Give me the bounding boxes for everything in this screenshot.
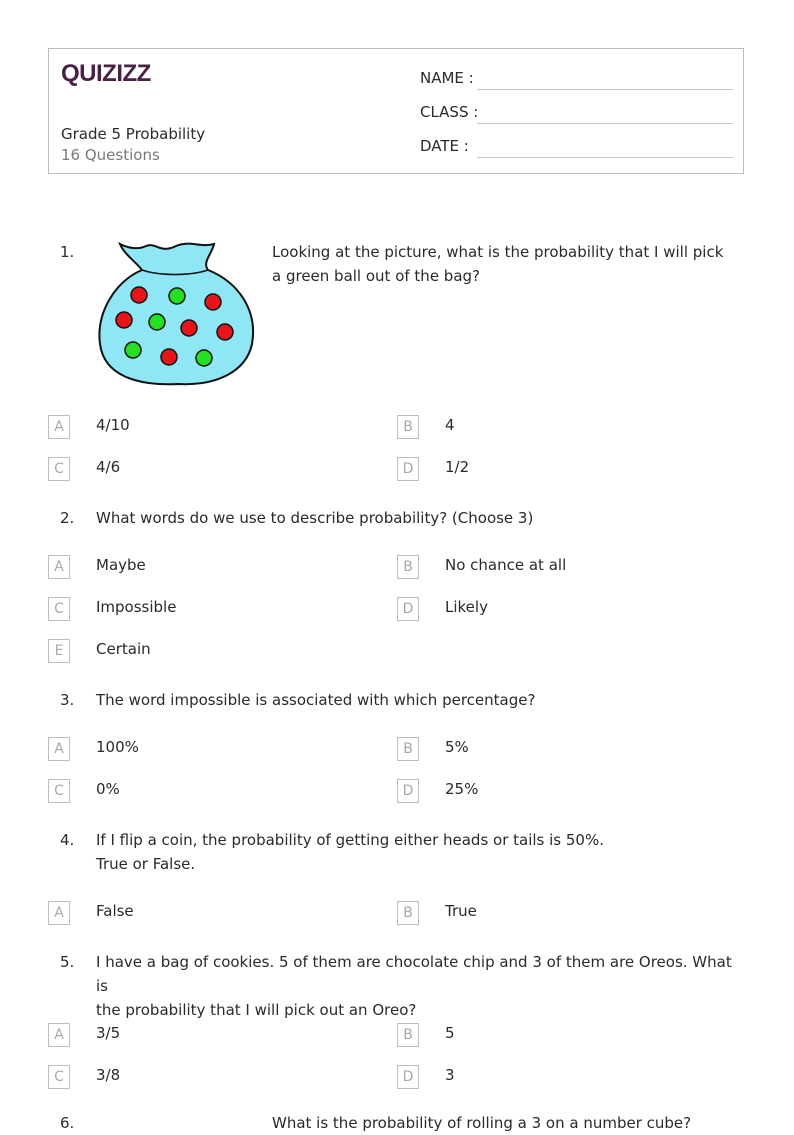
option-text: True — [445, 902, 477, 920]
option-letter: C — [48, 1065, 70, 1089]
name-line[interactable] — [477, 89, 733, 90]
option-text: Impossible — [96, 598, 177, 616]
option-letter: B — [397, 737, 419, 761]
question-number: 5. — [60, 953, 75, 971]
option-text: 3 — [445, 1066, 455, 1084]
option-letter: D — [397, 779, 419, 803]
option-text: Certain — [96, 640, 151, 658]
question-number: 6. — [60, 1114, 75, 1132]
question-text-line: I have a bag of cookies. 5 of them are chocolate chip and 3 of them are Oreos. What is — [96, 953, 732, 995]
option-text: No chance at all — [445, 556, 567, 574]
option-letter: A — [48, 415, 70, 439]
name-label: NAME : — [420, 69, 474, 87]
question-count: 16 Questions — [61, 146, 160, 164]
question-text: What is the probability of rolling a 3 on a number cube? — [272, 1114, 692, 1132]
question-number: 1. — [60, 243, 75, 261]
question-text — [96, 950, 736, 1022]
option-letter: A — [48, 555, 70, 579]
quizizz-logo-icon — [61, 59, 153, 87]
svg-text:QUIZIZZ: QUIZIZZ — [61, 60, 151, 87]
option-letter: B — [397, 1023, 419, 1047]
question-text-line: the probability that I will pick out an Oreo? — [96, 1001, 417, 1019]
option-letter: C — [48, 779, 70, 803]
question-text — [96, 828, 736, 876]
worksheet-title: Grade 5 Probability — [61, 125, 206, 143]
quizizz-logo — [61, 59, 153, 91]
date-label: DATE : — [420, 137, 469, 155]
option-text: 4 — [445, 416, 455, 434]
option-text: 4/6 — [96, 458, 121, 476]
question-number: 4. — [60, 831, 75, 849]
option-letter: B — [397, 415, 419, 439]
class-line[interactable] — [477, 123, 733, 124]
worksheet-header — [48, 48, 744, 174]
option-letter: D — [397, 597, 419, 621]
option-text: 0% — [96, 780, 120, 798]
option-letter: A — [48, 1023, 70, 1047]
bag-of-balls-image — [98, 240, 258, 388]
option-text: 25% — [445, 780, 479, 798]
option-text: 3/8 — [96, 1066, 121, 1084]
option-text: Maybe — [96, 556, 146, 574]
option-text: 3/5 — [96, 1024, 121, 1042]
option-letter: A — [48, 737, 70, 761]
option-text: False — [96, 902, 134, 920]
option-text: 5% — [445, 738, 469, 756]
question-number: 2. — [60, 509, 75, 527]
option-text: 100% — [96, 738, 139, 756]
question-text-line: True or False. — [96, 855, 196, 873]
option-letter: B — [397, 901, 419, 925]
question-text-line: If I flip a coin, the probability of getting either heads or tails is 50%. — [96, 831, 604, 849]
class-label: CLASS : — [420, 103, 479, 121]
question-text: The word impossible is associated with which percentage? — [96, 691, 536, 709]
option-text: 5 — [445, 1024, 455, 1042]
option-letter: B — [397, 555, 419, 579]
option-letter: A — [48, 901, 70, 925]
question-number: 3. — [60, 691, 75, 709]
option-letter: C — [48, 597, 70, 621]
question-text: What words do we use to describe probability? (Choose 3) — [96, 509, 534, 527]
option-letter: C — [48, 457, 70, 481]
question-text: Looking at the picture, what is the probability that I will pick a green ball out of the bag? — [272, 243, 724, 285]
option-text: 4/10 — [96, 416, 130, 434]
option-text: 1/2 — [445, 458, 470, 476]
date-line[interactable] — [477, 157, 733, 158]
option-letter: D — [397, 1065, 419, 1089]
option-letter: E — [48, 639, 70, 663]
option-text: Likely — [445, 598, 488, 616]
option-letter: D — [397, 457, 419, 481]
